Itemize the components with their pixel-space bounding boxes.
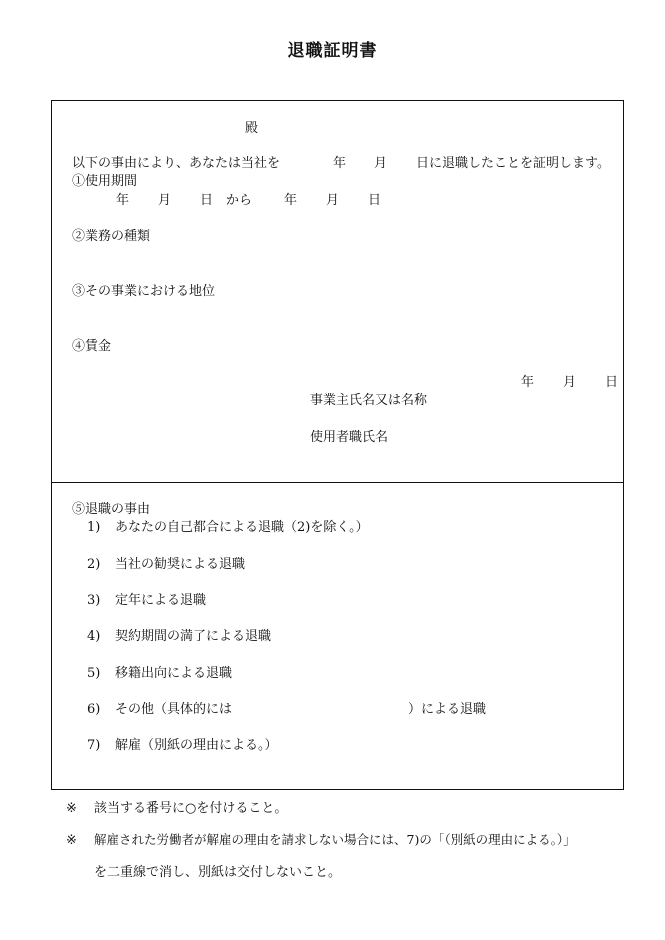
period-to-year: 年: [284, 193, 298, 208]
period-from-day: 日: [200, 193, 214, 208]
signature-year: 年: [521, 375, 535, 390]
employer-name-label: 事業主氏名又は名称: [310, 393, 428, 408]
intro-text-after: 日に退職したことを証明します。: [416, 156, 610, 171]
reason-number: 6): [87, 702, 101, 717]
period-to-day: 日: [368, 193, 382, 208]
intro-month: 月: [374, 156, 388, 171]
reason-number: 5): [87, 666, 101, 681]
note-mark: ※: [66, 801, 77, 816]
intro-year: 年: [333, 156, 347, 171]
reasons-heading: ⑤退職の事由: [72, 502, 151, 517]
reason-text: あなたの自己都合による退職（2)を除く。）: [115, 520, 369, 535]
document-title: 退職証明書: [287, 41, 378, 61]
reason-text: 当社の勧奨による退職: [115, 557, 246, 572]
reason-item: [87, 703, 232, 716]
note-2-line-2: を二重線で消し、別紙は交付しないこと。: [94, 865, 342, 880]
reason-text: 定年による退職: [115, 593, 207, 608]
officer-name-label: 使用者職氏名: [310, 430, 389, 445]
reason-text: 移籍出向による退職: [115, 666, 233, 681]
reason-text: 契約期間の満了による退職: [115, 629, 272, 644]
reason-item: [87, 739, 278, 752]
note-mark: ※: [66, 833, 77, 848]
signature-day: 日: [605, 375, 619, 390]
reason-item: [87, 630, 271, 643]
reason-text: その他（具体的には: [115, 702, 233, 717]
reason-6-suffix: ）による退職: [408, 702, 487, 717]
period-to-month: 月: [326, 193, 340, 208]
reason-item: [87, 667, 232, 680]
reason-item: [87, 558, 245, 571]
note-1: 該当する番号に○を付けること。: [94, 801, 288, 816]
position-heading: ③その事業における地位: [72, 284, 216, 299]
period-from-month: 月: [158, 193, 172, 208]
reason-number: 4): [87, 629, 101, 644]
period-from-year: 年: [116, 193, 130, 208]
intro-text-before: 以下の事由により、あなたは当社を: [72, 156, 281, 171]
period-heading: ①使用期間: [72, 174, 138, 189]
note-2-line-1: 解雇された労働者が解雇の理由を請求しない場合には、7)の「（別紙の理由による。）」: [94, 832, 576, 847]
job-type-heading: ②業務の種類: [72, 229, 151, 244]
honorific: 殿: [245, 121, 259, 136]
period-from-label: から: [226, 193, 253, 208]
section-divider: [51, 482, 624, 483]
reason-number: 3): [87, 593, 101, 608]
wage-heading: ④賃金: [72, 339, 112, 354]
reason-text: 解雇（別紙の理由による。）: [115, 738, 278, 753]
reason-number: 2): [87, 557, 101, 572]
reason-item: [87, 594, 206, 607]
signature-month: 月: [563, 375, 577, 390]
reason-number: 7): [87, 738, 101, 753]
reason-item: [87, 521, 369, 534]
reason-number: 1): [87, 520, 101, 535]
